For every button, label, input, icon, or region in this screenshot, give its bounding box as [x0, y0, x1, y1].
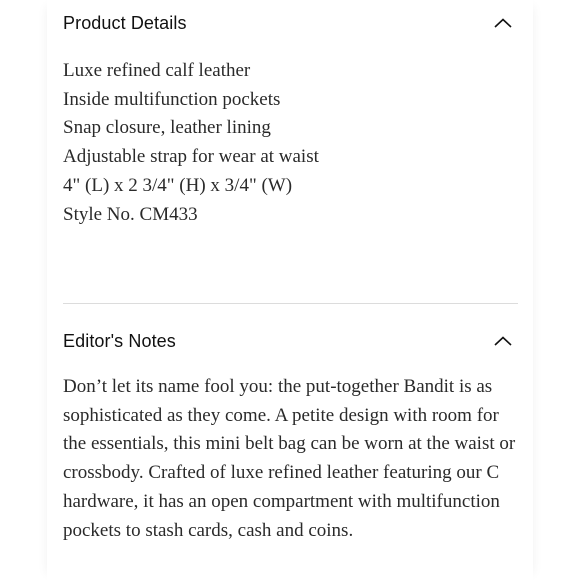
chevron-up-icon[interactable]	[492, 330, 514, 352]
product-details-header[interactable]	[63, 9, 518, 37]
chevron-up-icon[interactable]	[492, 12, 514, 34]
editors-notes-title: Editor's Notes	[63, 330, 176, 351]
editors-notes-body: Don’t let its name fool you: the put-together Bandit is as sophisticated as they come. A petite design with room for the essentials, this mini belt bag can be worn at the waist or crossbody. Crafted of luxe refined leather featuring our C hardware, it has an open compartment with multifunction pockets to stash cards, cash and coins.	[63, 376, 516, 541]
list-item: Snap closure, leather lining	[63, 117, 271, 139]
product-details-list	[63, 57, 319, 229]
product-details-title: Product Details	[63, 12, 187, 33]
section-divider	[63, 303, 518, 304]
list-item: 4" (L) x 2 3/4" (H) x 3/4" (W)	[63, 174, 293, 196]
list-item: Adjustable strap for wear at waist	[63, 146, 319, 168]
list-item: Style No. CM433	[63, 203, 198, 225]
editors-notes-header[interactable]	[63, 327, 518, 355]
list-item: Luxe refined calf leather	[63, 60, 251, 81]
list-item: Inside multifunction pockets	[63, 88, 281, 110]
